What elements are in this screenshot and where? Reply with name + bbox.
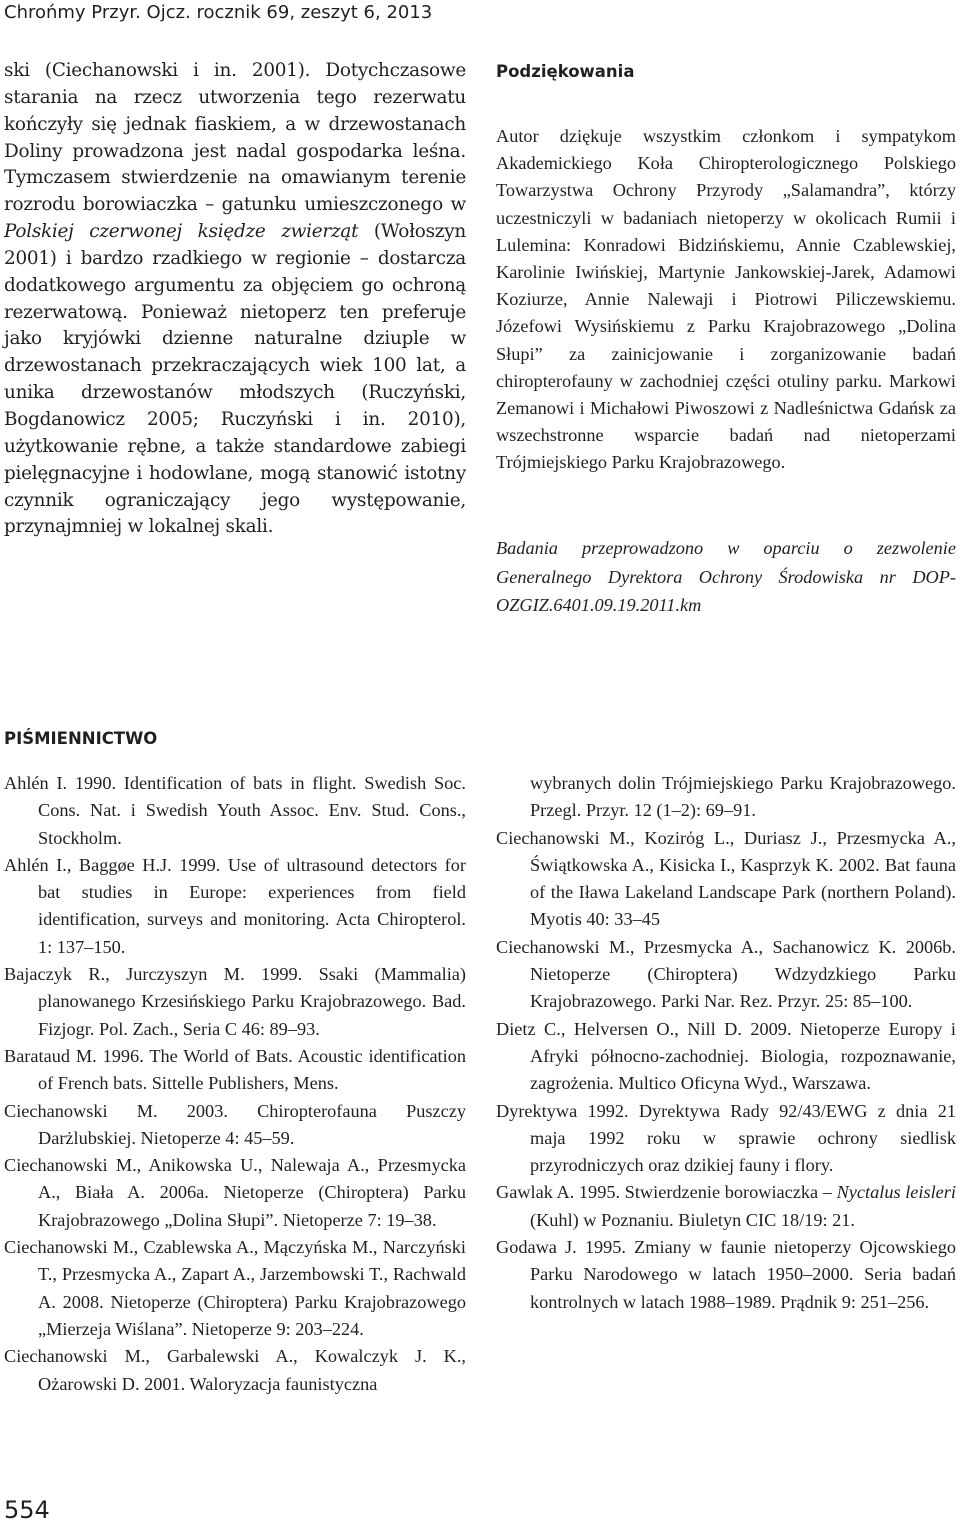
- acknowledgements-heading: Podziękowania: [496, 62, 635, 81]
- reference-item: Ciechanowski M. 2003. Chiropterofauna Puszczy Darżlubskiej. Nietoperze 4: 45–59.: [4, 1100, 466, 1148]
- species-name: Nyctalus leisleri: [836, 1182, 956, 1203]
- reference-item: Bajaczyk R., Jurczyszyn M. 1999. Ssaki (Mammalia) planowanego Krzesińskiego Parku Krajobrazowego. Bad. Fizjogr. Pol. Zach., Seria C 46: 89–93.: [4, 964, 466, 1039]
- main-text-part2: (Wołoszyn 2001) i bardzo rzadkiego w regionie – dostarcza dodatkowego argumentu za objęciem go ochroną rezerwatową. Ponieważ nietoperz ten preferuje jako kryjówki dzienne naturalne dziuple w drzewostanach przekraczających wiek 100 lat, a unika drzewostanów młodszych (Ruczyński, Bogdanowicz 2005; Ruczyński i in. 2010), użytkowanie rębne, a także standardowe zabiegi pielęgnacyjne i hodowlane, mogą stanowić istotny czynnik ograniczający jego występowanie, przynajmniej w lokalnej skali.: [4, 221, 466, 538]
- reference-item: Ciechanowski M., Garbalewski A., Kowalczyk J. K., Ożarowski D. 2001. Waloryzacja faunistyczna: [4, 1346, 466, 1394]
- reference-item: Dietz C., Helversen O., Nill D. 2009. Nietoperze Europy i Afryki północno-zachodniej. Biologia, rozpoznawanie, zagrożenia. Multico Oficyna Wyd., Warszawa.: [496, 1018, 956, 1094]
- acknowledgements-text: Autor dziękuje wszystkim członkom i sympatykom Akademickiego Koła Chiropterologicznego Polskiego Towarzystwa Ochrony Przyrody „Salamandra”, którzy uczestniczyli w badaniach nietoperzy w okolicach Rumii i Lulemina: Konradowi Bidzińskiemu, Annie Czablewskiej, Karolinie Iwińskiej, Martynie Jankowskiej-Jarek, Adamowi Koziurze, Annie Nalewaji i Piotrowi Piliczewskiemu. Józefowi Wysińskiemu z Parku Krajobrazowego „Dolina Słupi” za zainicjowanie i zorganizowanie badań chiropterofauny w zachodniej części otuliny parku. Markowi Zemanowi i Michałowi Piwoszowi z Nadleśnictwa Gdańsk za wszechstronne wsparcie badań nad nietoperzami Trójmiejskiego Parku Krajobrazowego.: [496, 126, 956, 473]
- permit-note: Badania przeprowadzono w oparciu o zezwolenie Generalnego Dyrektora Ochrony Środowiska nr DOP-OZGIZ.6401.09.19.2011.km: [496, 538, 956, 615]
- gawlak-before: Gawlak A. 1995. Stwierdzenie borowiaczka –: [496, 1182, 837, 1203]
- reference-continuation: wybranych dolin Trójmiejskiego Parku Krajobrazowego. Przegl. Przyr. 12 (1–2): 69–91.: [530, 773, 956, 821]
- reference-item: Ciechanowski M., Anikowska U., Nalewaja A., Przesmycka A., Biała A. 2006a. Nietoperze (Chiroptera) Parku Krajobrazowego „Dolina Słupi”. Nietoperze 7: 19–38.: [4, 1155, 466, 1230]
- red-book-title: Polskiej czerwonej księdze zwierząt: [4, 221, 359, 243]
- reference-item: Ciechanowski M., Przesmycka A., Sachanowicz K. 2006b. Nietoperze (Chiroptera) Wdzydzkiego Parku Krajobrazowego. Parki Nar. Rez. Przyr. 25: 85–100.: [496, 936, 956, 1012]
- reference-item: Dyrektywa 1992. Dyrektywa Rady 92/43/EWG z dnia 21 maja 1992 roku w sprawie ochrony siedlisk przyrodniczych oraz dzikiej fauny i flory.: [496, 1100, 956, 1176]
- references-right-column: [496, 770, 956, 1316]
- main-text-column: [4, 58, 466, 541]
- main-paragraph: [4, 58, 466, 541]
- reference-item: Godawa J. 1995. Zmiany w faunie nietoperzy Ojcowskiego Parku Narodowego w latach 1950–2000. Seria badań kontrolnych w latach 1988–1989. Prądnik 9: 251–256.: [496, 1237, 956, 1312]
- page-number: 554: [4, 1496, 50, 1524]
- reference-item: Barataud M. 1996. The World of Bats. Acoustic identification of French bats. Sittelle Publishers, Mens.: [4, 1045, 466, 1094]
- reference-item: Ahlén I., Baggøe H.J. 1999. Use of ultrasound detectors for bat studies in Europe: experiences from field identification, surveys and monitoring. Acta Chiropterol. 1: 137–150.: [4, 854, 466, 957]
- reference-item: Ahlén I. 1990. Identification of bats in flight. Swedish Soc. Cons. Nat. i Swedish Youth Assoc. Env. Stud. Cons., Stockholm.: [4, 773, 466, 848]
- references-heading: PIŚMIENNICTWO: [4, 729, 158, 748]
- reference-item: Ciechanowski M., Czablewska A., Mączyńska M., Narczyński T., Przesmycka A., Zapart A., Jarzembowski T., Rachwald A. 2008. Nietoperze (Chiroptera) Parku Krajobrazowego „Mierzeja Wiślana”. Nietoperze 9: 203–224.: [4, 1237, 466, 1339]
- gawlak-after: (Kuhl) w Poznaniu. Biuletyn CIC 18/19: 21.: [530, 1209, 855, 1230]
- references-left-column: [4, 770, 466, 1398]
- reference-item-gawlak: [496, 1179, 956, 1234]
- main-text-part1: ski (Ciechanowski i in. 2001). Dotychczasowe starania na rzecz utworzenia tego rezerwatu kończyły się jednak fiaskiem, a w drzewostanach Doliny prowadzona jest nadal gospodarka leśna. Tymczasem stwierdzenie na omawianym terenie rozrodu borowiaczka – gatunku umieszczonego w: [4, 60, 466, 216]
- running-header: Chrońmy Przyr. Ojcz. rocznik 69, zeszyt 6, 2013: [4, 2, 433, 23]
- reference-item: Ciechanowski M., Kozirόg L., Duriasz J., Przesmycka A., Świątkowska A., Kisicka I., Kasprzyk K. 2002. Bat fauna of the Iława Lakeland Landscape Park (northern Poland). Myotis 40: 33–45: [496, 827, 956, 930]
